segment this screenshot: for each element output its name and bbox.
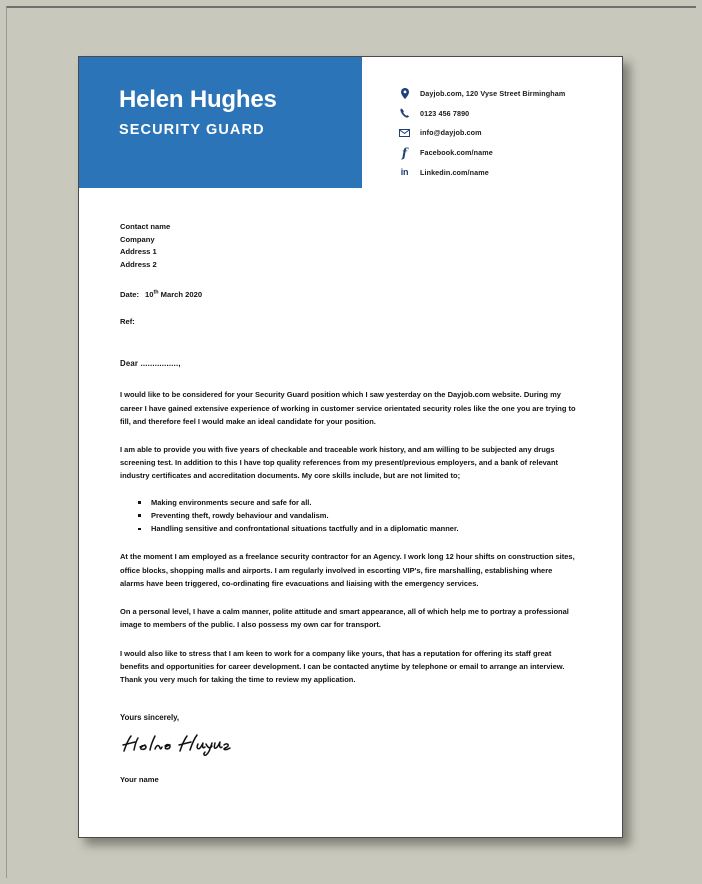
contact-email-text: info@dayjob.com [420, 128, 482, 138]
contact-address-text: Dayjob.com, 120 Vyse Street Birmingham [420, 89, 566, 99]
core-skills-list [120, 496, 578, 536]
letter-body [79, 188, 622, 784]
contact-row-address [396, 84, 621, 104]
envelope-icon [396, 129, 413, 137]
letter-header [79, 57, 622, 188]
date-day: 10 [145, 290, 154, 300]
recipient-address-block [120, 221, 578, 271]
letter-paragraph-4: On a personal level, I have a calm manner, polite attitude and smart appearance, all of which help me to portray a professional image to members of the public. I also possess my own car for transport. [120, 607, 569, 630]
letter-paragraph-3: At the moment I am employed as a freelance security contractor for an Agency. I work long 12 hour shifts on construction sites, office blocks, shopping malls and airports. I am regularly involved in escorting VIP's, fire marshalling, establishing where alarms have been triggered, co-ordinating fire evacuations and liaising with the emergency services. [120, 552, 575, 588]
letter-paragraph-5: I would also like to stress that I am keen to work for a company like yours, that has a reputation for offering its staff great benefits and opportunities for career development. I can be contacted anytime by telephone or email to arrange an interview. Thank you very much for taking the time to review my application. [120, 648, 565, 684]
header-banner [79, 57, 362, 188]
contact-row-email [396, 123, 621, 143]
skill-item: Making environments secure and safe for all. [151, 496, 578, 509]
phone-icon [396, 108, 413, 118]
recipient-company: Company [120, 234, 155, 244]
date-month-year: March 2020 [160, 290, 203, 300]
date-label: Date: [120, 290, 139, 300]
contact-details [396, 84, 621, 182]
contact-row-linkedin [396, 162, 621, 182]
recipient-address-2: Address 2 [120, 259, 157, 269]
letter-closing: Yours sincerely, [120, 713, 180, 723]
facebook-glyph: f [401, 145, 408, 160]
linkedin-glyph: in [400, 166, 409, 177]
contact-phone-text: 0123 456 7890 [420, 108, 470, 118]
facebook-icon [396, 147, 413, 159]
your-name-placeholder: Your name [120, 775, 159, 785]
letter-paragraph-2: I am able to provide you with five years of checkable and traceable work history, and am willing to be subjected any drugs screening test. In addition to this I have top quality references from my present/previous employers, and a bank of relevant industry certificates and accreditation documents. My core skills include, but are not limited to; [120, 444, 559, 481]
letter-salutation: Dear ................, [120, 359, 181, 369]
letter-paragraph-1: I would like to be considered for your Security Guard position which I saw yesterday on the Dayjob.com website. During my career I have gained extensive experience of working in customer service orientated security roles like the one you are trying to fill, and therefore feel I would make an ideal candidate for your position. [120, 390, 576, 426]
recipient-contact-name: Contact name [120, 222, 171, 231]
applicant-name: Helen Hughes [119, 86, 277, 113]
contact-linkedin-text: Linkedin.com/name [420, 167, 489, 177]
contact-row-facebook [396, 143, 621, 163]
signature-image [120, 732, 578, 758]
applicant-job-title: SECURITY GUARD [119, 122, 265, 139]
skill-item: Handling sensitive and confrontational situations tactfully and in a diplomatic manner. [151, 522, 578, 535]
date-ordinal-suffix: th [153, 289, 159, 296]
cover-letter-page [78, 56, 623, 838]
location-pin-icon [396, 88, 413, 99]
contact-row-phone [396, 104, 621, 124]
letter-date [120, 290, 578, 299]
contact-facebook-text: Facebook.com/name [420, 148, 493, 158]
recipient-address-1: Address 1 [120, 247, 157, 257]
skill-item: Preventing theft, rowdy behaviour and vandalism. [151, 509, 578, 522]
letter-ref: Ref: [120, 317, 135, 327]
linkedin-icon [396, 168, 413, 177]
